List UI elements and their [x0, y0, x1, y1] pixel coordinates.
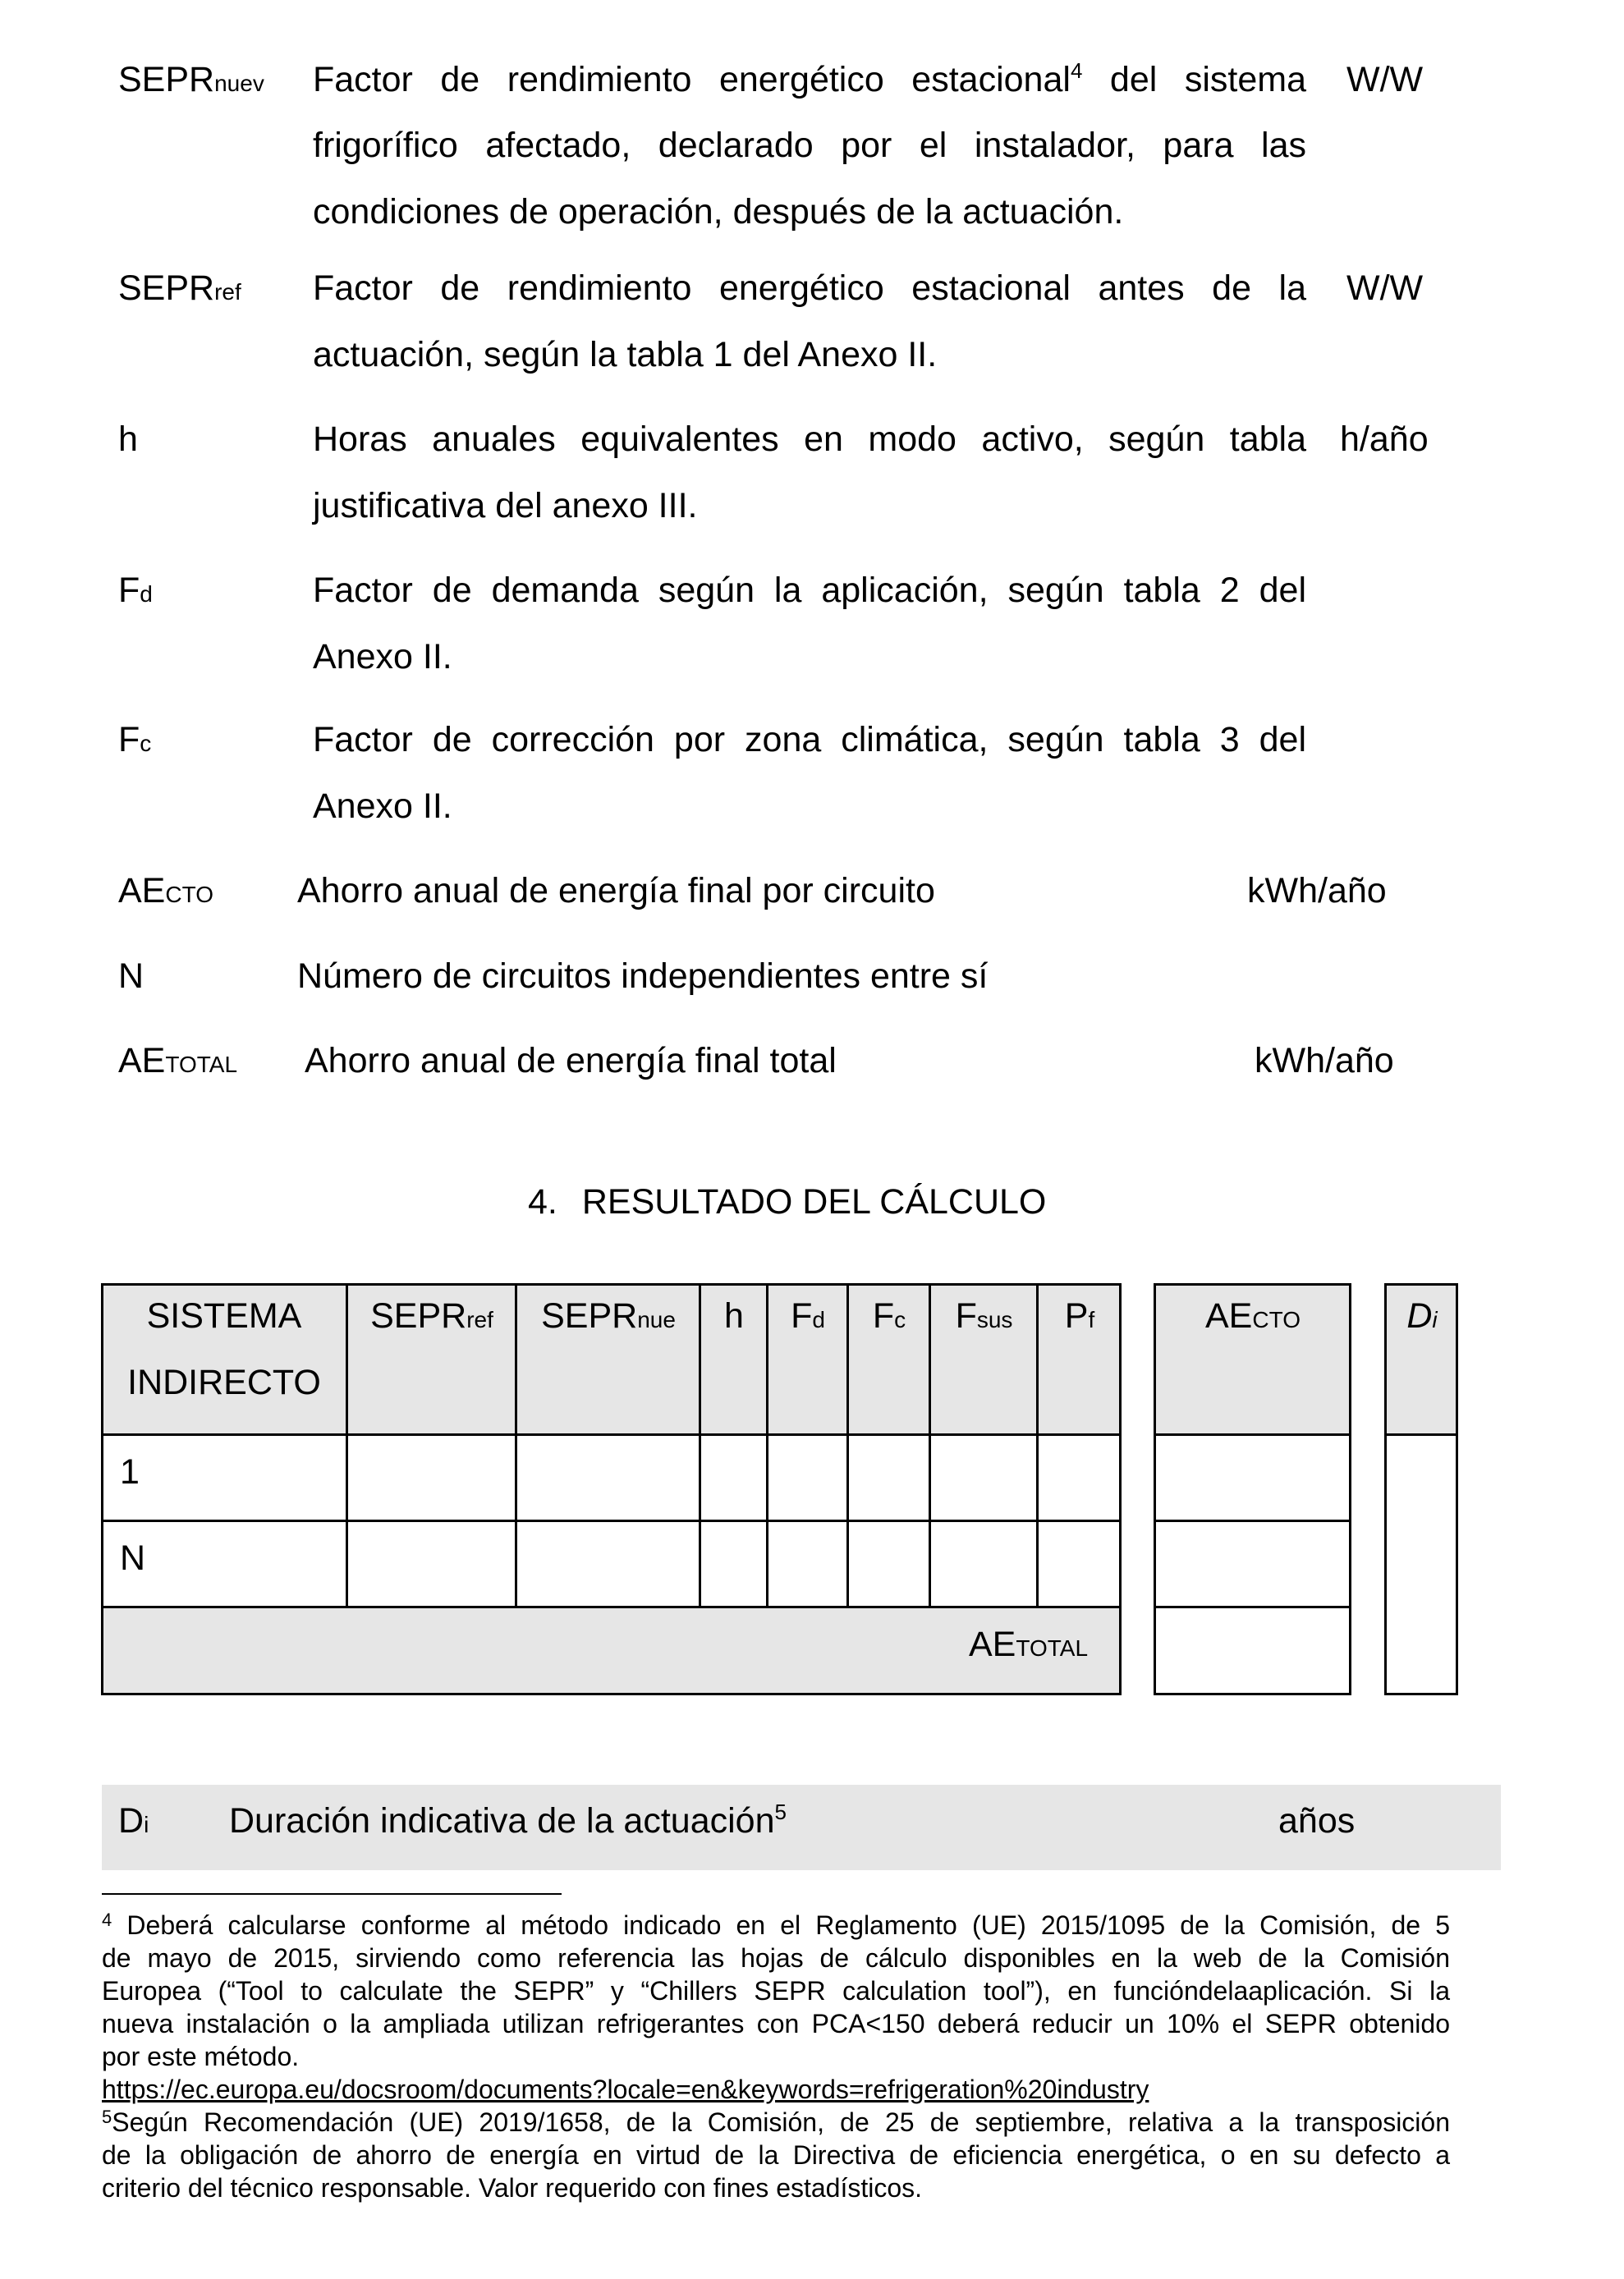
symbol-ae-total: AETOTAL — [118, 1041, 238, 1080]
unit-ae-cto: kWh/año — [1247, 871, 1387, 910]
table-total-label: AETOTAL — [969, 1625, 1089, 1664]
header-fsus: Fsus — [955, 1296, 1013, 1336]
footnote-4-link[interactable]: https://ec.europa.eu/docsroom/documents?locale=en&keywords=refrigeration%20industry — [102, 2075, 1149, 2104]
unit-h: h/año — [1340, 420, 1429, 459]
symbol-ae-cto: AECTO — [118, 871, 213, 910]
definition-sepr-ref-line2: actuación, según la tabla 1 del Anexo II. — [313, 335, 938, 374]
symbol-fc: Fc — [118, 720, 152, 759]
definition-fc-line1: Factor de corrección por zona climática, según tabla 3 del — [313, 720, 1306, 759]
table-divider — [1154, 1433, 1351, 1436]
header-sepr-ref: SEPRref — [370, 1296, 493, 1336]
header-ae-cto: AECTO — [1205, 1296, 1301, 1336]
symbol-sepr-ref: SEPRref — [118, 268, 241, 308]
definition-h-line1: Horas anuales equivalentes en modo activo, según tabla — [313, 420, 1306, 459]
symbol-h: h — [118, 420, 138, 459]
di-table — [1384, 1283, 1458, 1695]
definition-ae-cto: Ahorro anual de energía final por circuito — [297, 871, 935, 910]
header-sistema-line1: SISTEMA — [146, 1296, 302, 1336]
symbol-sepr-nuev: SEPRnuev — [118, 60, 264, 99]
definition-h-line2: justificativa del anexo III. — [313, 486, 698, 525]
footnote-4-line2: de mayo de 2015, sirviendo como referencia las hojas de cálculo disponibles en la web de la Comisión — [102, 1943, 1450, 1973]
definition-sepr-nuev-line2: frigorífico afectado, declarado por el instalador, para las — [313, 126, 1306, 165]
footnote-5 — [102, 2106, 1450, 2204]
section-heading: 4. RESULTADO DEL CÁLCULO — [528, 1182, 1047, 1222]
header-pf: Pf — [1064, 1296, 1095, 1336]
table-divider — [1384, 1433, 1458, 1436]
table-divider — [1154, 1520, 1351, 1522]
definition-sepr-ref-line1: Factor de rendimiento energético estacional antes de la — [313, 268, 1306, 308]
definition-ae-total: Ahorro anual de energía final total — [305, 1041, 837, 1080]
unit-ae-total: kWh/año — [1255, 1041, 1394, 1080]
header-sepr-nue: SEPRnue — [541, 1296, 676, 1336]
table-divider — [101, 1433, 1122, 1436]
footnote-5-line3: criterio del técnico responsable. Valor requerido con fines estadísticos. — [102, 2173, 923, 2203]
header-di: Di — [1406, 1296, 1438, 1336]
footnote-ref-5[interactable]: 5 — [774, 1800, 787, 1824]
ae-cto-table — [1154, 1283, 1351, 1695]
header-fc: Fc — [872, 1296, 906, 1336]
footnote-separator — [102, 1893, 562, 1895]
unit-sepr-nuev: W/W — [1346, 60, 1424, 99]
definition-fc-line2: Anexo II. — [313, 786, 452, 826]
definition-fd-line2: Anexo II. — [313, 637, 452, 676]
header-h: h — [724, 1296, 744, 1336]
footnote-4 — [102, 1909, 1450, 2106]
row-label-n: N — [120, 1538, 146, 1578]
footnote-4-line4: nueva instalación o la ampliada utilizan refrigerantes con PCA<150 deberá reducir un 10% el SEPR obtenido — [102, 2009, 1450, 2038]
symbol-fd: Fd — [118, 571, 153, 610]
table-divider — [101, 1520, 1122, 1522]
footnote-4-line1: $^4$ Deberá calcularse conforme al método indicado en el Reglamento (UE) 2015/1095 de la Comisión, de 5 — [102, 1910, 1451, 1940]
symbol-di: Di — [118, 1801, 149, 1841]
footnote-5-line1: $^5$Según Recomendación (UE) 2019/1658, de la Comisión, de 25 de septiembre, relativa a la transposición — [102, 2107, 1450, 2137]
table-divider — [101, 1606, 1122, 1608]
definition-fd-line1: Factor de demanda según la aplicación, según tabla 2 del — [313, 571, 1306, 610]
header-fd: Fd — [791, 1296, 825, 1336]
unit-di: años — [1278, 1801, 1356, 1841]
footnote-4-line3: Europea (“Tool to calculate the SEPR” y “Chillers SEPR calculation tool”), en funcióndelaaplicación. Si la — [102, 1976, 1450, 2006]
table-divider — [1154, 1606, 1351, 1608]
definition-n: Número de circuitos independientes entre sí — [297, 956, 989, 996]
footnote-4-line5: por este método. — [102, 2042, 300, 2071]
row-label-1: 1 — [120, 1452, 140, 1492]
footnote-5-line2: de la obligación de ahorro de energía en virtud de la Directiva de eficiencia energética, o en su defecto a — [102, 2140, 1450, 2170]
header-sistema-line2: INDIRECTO — [127, 1363, 321, 1402]
unit-sepr-ref: W/W — [1346, 268, 1424, 308]
footnote-ref-4[interactable]: 4 — [1070, 58, 1083, 83]
definition-sepr-nuev-line1: Factor de rendimiento energético estacional$^4$ del sistema — [313, 58, 1306, 99]
duration-text: Duración indicativa de la actuación$^5$ — [229, 1800, 787, 1841]
definition-sepr-nuev-line3: condiciones de operación, después de la actuación. — [313, 192, 1124, 232]
symbol-n: N — [118, 956, 145, 996]
